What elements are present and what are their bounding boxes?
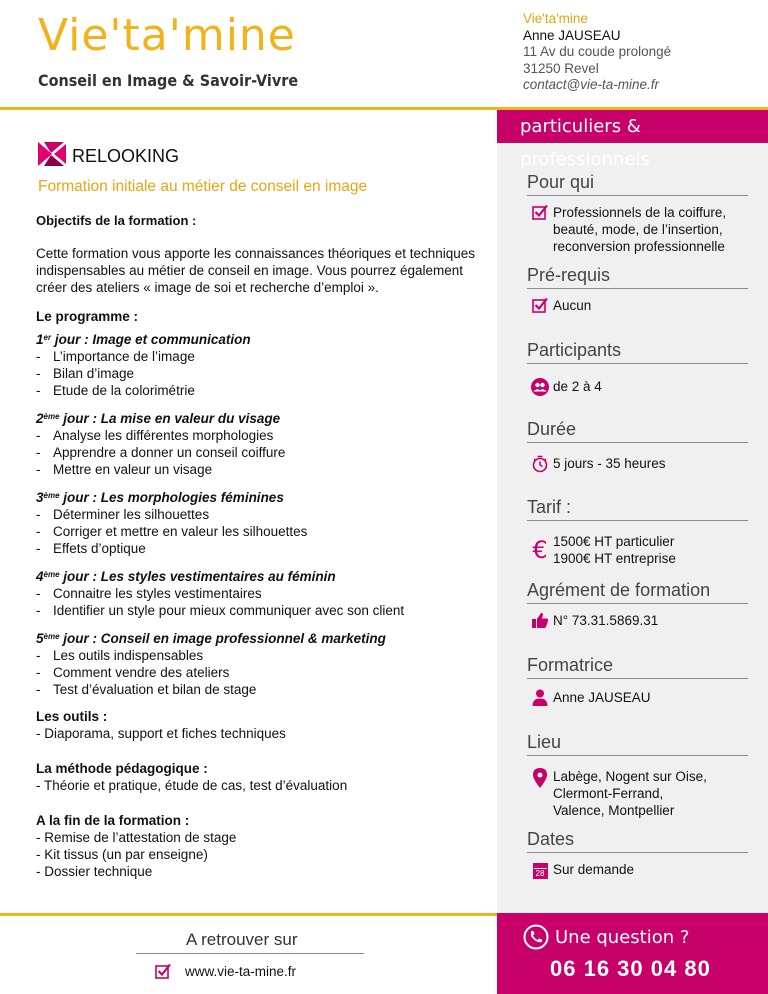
day-title <box>36 331 486 348</box>
section-agrement <box>527 580 748 629</box>
question-box <box>497 913 768 994</box>
section-dates <box>527 829 748 879</box>
duree-title: Durée <box>527 419 748 443</box>
methode-item: - Théorie et pratique, étude de cas, test d’évaluation <box>36 778 348 793</box>
contact-address: 11 Av du coude prolongé <box>523 44 672 59</box>
day-item: - Identifier un style pour mieux communiquer avec son client <box>36 602 486 619</box>
stopwatch-icon <box>527 455 553 473</box>
day-items <box>36 585 486 619</box>
objectives-text: Cette formation vous apporte les connaissances théoriques et techniques indispensables au métier de conseil en image. Vous pourrez également créer des ateliers « image de soi et recherche d’emploi ». <box>36 246 476 295</box>
day-title-text: jour : Les morphologies féminines <box>63 490 284 505</box>
relooking-icon <box>38 142 66 171</box>
tarif-line: 1500€ HT particulier <box>553 534 675 549</box>
day-suffix: ème <box>43 570 60 579</box>
day-item: - Effets d’optique <box>36 540 486 557</box>
day-item: - L’importance de l’image <box>36 348 486 365</box>
formatrice-text: Anne JAUSEAU <box>553 690 651 705</box>
day-number: 5 <box>36 631 44 646</box>
day-title <box>36 410 486 427</box>
checkbox-icon <box>527 297 553 313</box>
programme-day <box>36 568 486 619</box>
section-duree <box>527 419 748 473</box>
day-suffix: ème <box>43 412 60 421</box>
lieu-line: Labège, Nogent sur Oise, <box>553 769 707 784</box>
day-item: - Bilan d’image <box>36 365 486 382</box>
section-prerequis <box>527 265 748 314</box>
methode-heading: La méthode pédagogique : <box>36 761 208 776</box>
day-number: 2 <box>36 411 44 426</box>
programme-day <box>36 331 486 399</box>
prerequis-text: Aucun <box>553 298 592 313</box>
person-icon <box>527 689 553 706</box>
tarif-line: 1900€ HT entreprise <box>553 551 676 566</box>
pour-qui-title: Pour qui <box>527 172 748 196</box>
fin-heading: A la fin de la formation : <box>36 813 190 828</box>
calendar-day: 28 <box>534 869 547 879</box>
group-icon <box>527 378 553 396</box>
phone-icon <box>523 924 549 955</box>
lieu-line: Clermont-Ferrand, <box>553 786 664 801</box>
day-title <box>36 630 486 647</box>
fin-item: - Kit tissus (un par enseigne) <box>36 847 208 862</box>
day-suffix: ème <box>43 491 60 500</box>
day-suffix: ème <box>43 632 60 641</box>
objectives-heading: Objectifs de la formation : <box>36 213 197 228</box>
retrouver-label: A retrouver sur <box>186 930 298 949</box>
day-items <box>36 506 486 557</box>
day-items <box>36 427 486 478</box>
phone-number[interactable]: 06 16 30 04 80 <box>550 956 711 981</box>
day-number: 1 <box>36 332 44 347</box>
day-title-text: jour : Les styles vestimentaires au féminin <box>63 569 336 584</box>
duree-text: 5 jours - 35 heures <box>553 456 666 471</box>
day-item: - Mettre en valeur un visage <box>36 461 486 478</box>
day-item: - Connaitre les styles vestimentaires <box>36 585 486 602</box>
dates-text: Sur demande <box>553 862 635 877</box>
map-pin-icon <box>527 768 553 788</box>
contact-brand: Vie'ta'mine <box>523 11 588 26</box>
calendar-icon <box>527 861 553 879</box>
website-row <box>155 963 296 979</box>
lieu-line: Valence, Montpellier <box>553 803 675 818</box>
day-title <box>36 489 486 506</box>
day-item: - Test d’évaluation et bilan de stage <box>36 681 486 698</box>
tagline: Conseil en Image & Savoir-Vivre <box>38 71 299 90</box>
day-item: - Déterminer les silhouettes <box>36 506 486 523</box>
pour-qui-text: Professionnels de la coiffure, beauté, mode, de l’insertion, reconversion professionnelle <box>553 205 727 254</box>
formatrice-title: Formatrice <box>527 655 748 679</box>
day-item: - Corriger et mettre en valeur les silhouettes <box>36 523 486 540</box>
day-item: - Etude de la colorimétrie <box>36 382 486 399</box>
programme-heading: Le programme : <box>36 309 139 324</box>
day-title <box>36 568 486 585</box>
day-item: - Les outils indispensables <box>36 647 486 664</box>
contact-name: Anne JAUSEAU <box>523 27 621 43</box>
main-content <box>36 212 486 880</box>
contact-block <box>523 11 671 94</box>
website-link[interactable]: www.vie-ta-mine.fr <box>185 963 297 979</box>
prerequis-title: Pré-requis <box>527 265 748 289</box>
retrouver-underline <box>136 953 364 954</box>
day-title-text: jour : Image et communication <box>54 332 251 347</box>
outils-item: - Diaporama, support et fiches techniques <box>36 726 286 741</box>
day-title-text: jour : La mise en valeur du visage <box>63 411 281 426</box>
agrement-text: N° 73.31.5869.31 <box>553 613 659 628</box>
section-pour-qui <box>527 172 748 255</box>
tarif-title: Tarif : <box>527 497 748 521</box>
day-item: - Comment vendre des ateliers <box>36 664 486 681</box>
day-items <box>36 647 486 698</box>
audience-banner: particuliers & professionnels <box>497 110 768 143</box>
lieu-title: Lieu <box>527 732 748 756</box>
training-title: Formation initiale au métier de conseil en image <box>38 178 368 195</box>
dates-title: Dates <box>527 829 748 853</box>
fin-item: - Dossier technique <box>36 864 153 879</box>
thumbs-up-icon <box>527 612 553 629</box>
programme-day <box>36 489 486 557</box>
day-suffix: er <box>43 333 52 342</box>
section-lieu <box>527 732 748 819</box>
outils-heading: Les outils : <box>36 709 108 724</box>
fin-item: - Remise de l’attestation de stage <box>36 830 237 845</box>
day-items <box>36 348 486 399</box>
day-title-text: jour : Conseil en image professionnel & marketing <box>63 631 386 646</box>
programme-days <box>36 331 486 698</box>
question-label: Une question ? <box>555 927 690 948</box>
category-label: RELOOKING <box>72 146 180 166</box>
participants-title: Participants <box>527 340 748 364</box>
programme-day <box>36 410 486 478</box>
contact-email[interactable]: contact@vie-ta-mine.fr <box>523 77 659 92</box>
agrement-title: Agrément de formation <box>527 580 748 604</box>
checkbox-icon <box>527 204 553 220</box>
day-item: - Analyse les différentes morphologies <box>36 427 486 444</box>
section-participants <box>527 340 748 396</box>
contact-city: 31250 Revel <box>523 60 599 76</box>
section-tarif <box>527 497 748 567</box>
day-number: 3 <box>36 490 44 505</box>
participants-text: de 2 à 4 <box>553 379 602 394</box>
day-number: 4 <box>36 569 44 584</box>
euro-icon: € <box>532 536 548 564</box>
logo: Vie'ta'mine <box>38 10 296 61</box>
section-formatrice <box>527 655 748 706</box>
footer-divider <box>0 913 497 916</box>
programme-day <box>36 630 486 698</box>
checkbox-icon <box>155 963 171 979</box>
category-heading <box>38 142 179 171</box>
day-item: - Apprendre a donner un conseil coiffure <box>36 444 486 461</box>
